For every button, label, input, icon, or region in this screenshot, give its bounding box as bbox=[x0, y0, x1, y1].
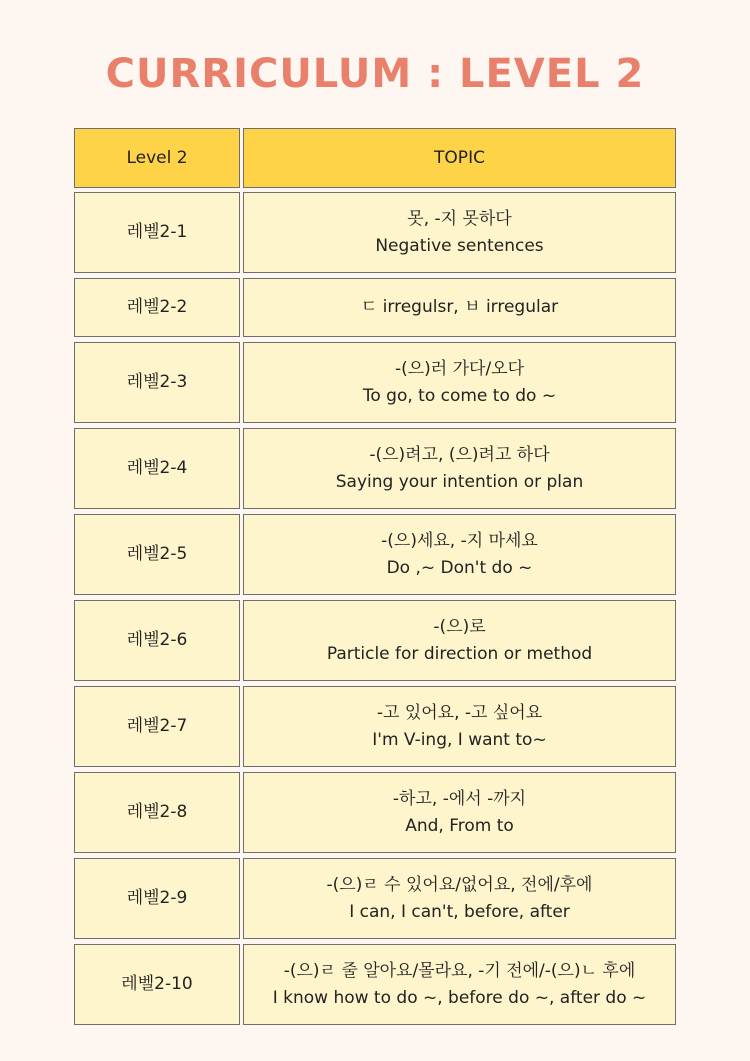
topic-korean: -(으)ㄹ 수 있어요/없어요, 전에/후에 bbox=[326, 874, 593, 895]
topic-english: I know how to do ~, before do ~, after do ~ bbox=[272, 987, 647, 1008]
topic-cell bbox=[243, 944, 676, 1025]
level-cell: 레벨2-9 bbox=[74, 858, 240, 939]
topic-korean: 못, -지 못하다 bbox=[407, 208, 512, 229]
level-cell: 레벨2-3 bbox=[74, 342, 240, 423]
topic-korean: -(으)세요, -지 마세요 bbox=[381, 530, 538, 551]
topic-cell bbox=[243, 278, 676, 337]
header-topic: TOPIC bbox=[243, 128, 676, 188]
level-cell: 레벨2-5 bbox=[74, 514, 240, 595]
topic-korean: -(으)려고, (으)려고 하다 bbox=[369, 444, 550, 465]
table-row bbox=[74, 342, 676, 423]
table-row bbox=[74, 192, 676, 273]
topic-cell bbox=[243, 428, 676, 509]
topic-cell bbox=[243, 342, 676, 423]
level-cell: 레벨2-2 bbox=[74, 278, 240, 337]
topic-korean: -(으)러 가다/오다 bbox=[394, 358, 525, 379]
level-cell: 레벨2-1 bbox=[74, 192, 240, 273]
table-row bbox=[74, 514, 676, 595]
level-cell: 레벨2-8 bbox=[74, 772, 240, 853]
topic-english: To go, to come to do ~ bbox=[362, 385, 557, 406]
topic-english: Saying your intention or plan bbox=[335, 471, 584, 492]
table-row bbox=[74, 278, 676, 337]
topic-cell bbox=[243, 686, 676, 767]
table-row bbox=[74, 686, 676, 767]
table-row bbox=[74, 772, 676, 853]
topic-korean: -고 있어요, -고 싶어요 bbox=[376, 702, 543, 723]
table-row bbox=[74, 428, 676, 509]
topic-english: I can, I can't, before, after bbox=[349, 901, 570, 922]
topic-english: Particle for direction or method bbox=[326, 643, 593, 664]
level-cell: 레벨2-4 bbox=[74, 428, 240, 509]
topic-korean: -(으)ㄹ 줄 알아요/몰라요, -기 전에/-(으)ㄴ 후에 bbox=[283, 960, 636, 981]
curriculum-table bbox=[74, 128, 676, 1030]
topic-cell bbox=[243, 858, 676, 939]
topic-korean: -하고, -에서 -까지 bbox=[392, 788, 527, 809]
header-level: Level 2 bbox=[74, 128, 240, 188]
level-cell: 레벨2-7 bbox=[74, 686, 240, 767]
table-row bbox=[74, 944, 676, 1025]
topic-english: Negative sentences bbox=[375, 235, 544, 256]
topic-english: I'm V-ing, I want to~ bbox=[372, 729, 547, 750]
topic-korean: -(으)로 bbox=[433, 616, 486, 637]
topic-english: And, From to bbox=[405, 815, 514, 836]
table-row bbox=[74, 858, 676, 939]
topic-cell bbox=[243, 772, 676, 853]
level-cell: 레벨2-6 bbox=[74, 600, 240, 681]
table-row bbox=[74, 600, 676, 681]
topic-korean: ㄷ irregulsr, ㅂ irregular bbox=[360, 297, 559, 317]
page-title: CURRICULUM : LEVEL 2 bbox=[105, 51, 645, 97]
level-cell: 레벨2-10 bbox=[74, 944, 240, 1025]
topic-cell bbox=[243, 192, 676, 273]
table-header-row bbox=[74, 128, 676, 188]
topic-cell bbox=[243, 600, 676, 681]
topic-cell bbox=[243, 514, 676, 595]
topic-english: Do ,~ Don't do ~ bbox=[386, 557, 533, 578]
